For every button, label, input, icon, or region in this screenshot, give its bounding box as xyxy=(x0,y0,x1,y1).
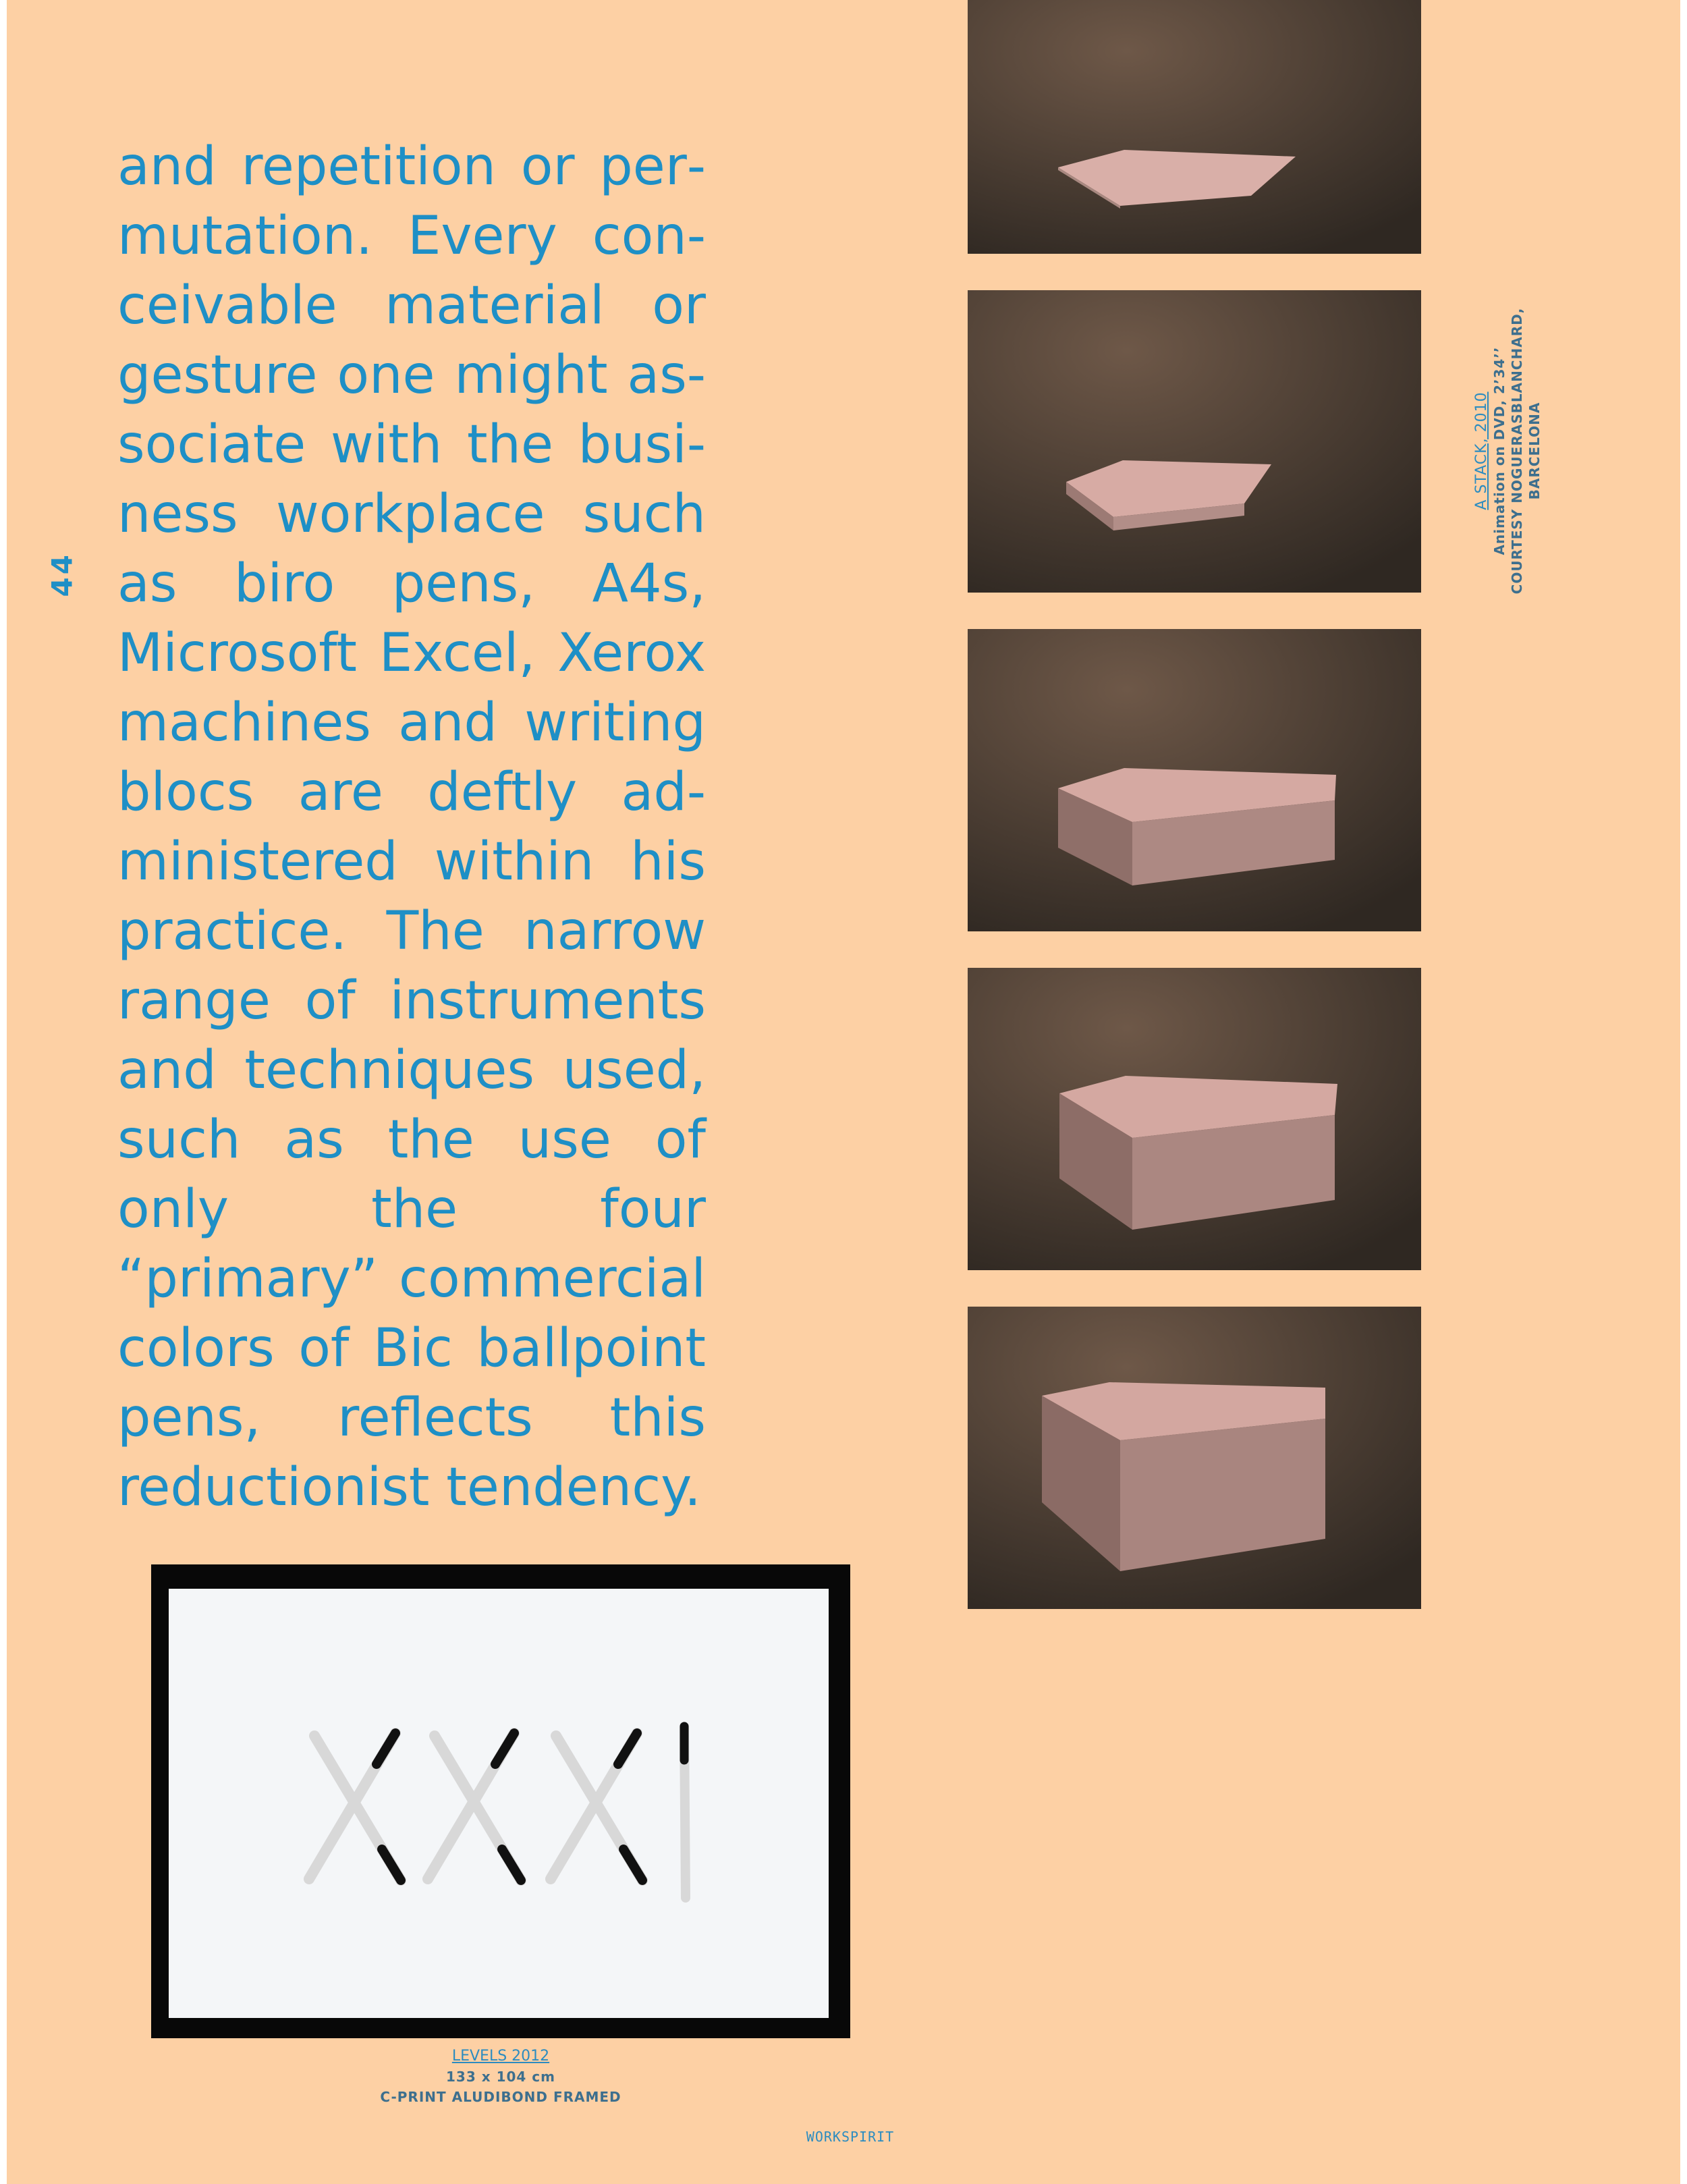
stack-photo-3 xyxy=(968,629,1421,931)
magazine-page xyxy=(7,0,1680,2184)
footer-magazine-name: WORKSPIRIT xyxy=(806,2129,895,2145)
stack-caption-credit-2: BARCELONA xyxy=(1526,402,1543,500)
stack-photo-2 xyxy=(968,290,1421,593)
stack-photo-5 xyxy=(968,1307,1421,1609)
stack-photo-4 xyxy=(968,968,1421,1270)
stack-caption-title: A STACK, 2010 xyxy=(1473,391,1490,510)
stack-caption-credit-1: COURTESY NOGUERASBLANCHARD, xyxy=(1509,307,1525,595)
stack-caption xyxy=(1473,262,1543,640)
page-number: 44 xyxy=(45,552,79,597)
pens-caption-dimensions: 133 x 104 cm xyxy=(446,2069,555,2085)
pens-caption-title: LEVELS 2012 xyxy=(451,2048,550,2065)
pens-caption xyxy=(298,2046,703,2107)
pens-caption-medium: C-PRINT ALUDIBOND FRAMED xyxy=(380,2089,621,2105)
stack-caption-medium: Animation on DVD, 2’34’’ xyxy=(1491,346,1508,555)
stack-photo-1 xyxy=(968,0,1421,302)
article-body-text: and repetition or permutation. Every conceivable material or gesture one might associate with the business workplace such as biro pens, A4s, Microsoft Excel, Xerox machines and writing blocs are deftly administered within his practice. The narrow range of instruments and techniques used, such as the use of only the four “primary” commercial colors of Bic ballpoint pens, reflects this reductionist tendency. xyxy=(117,136,706,1518)
pens-photo xyxy=(151,1564,850,2038)
